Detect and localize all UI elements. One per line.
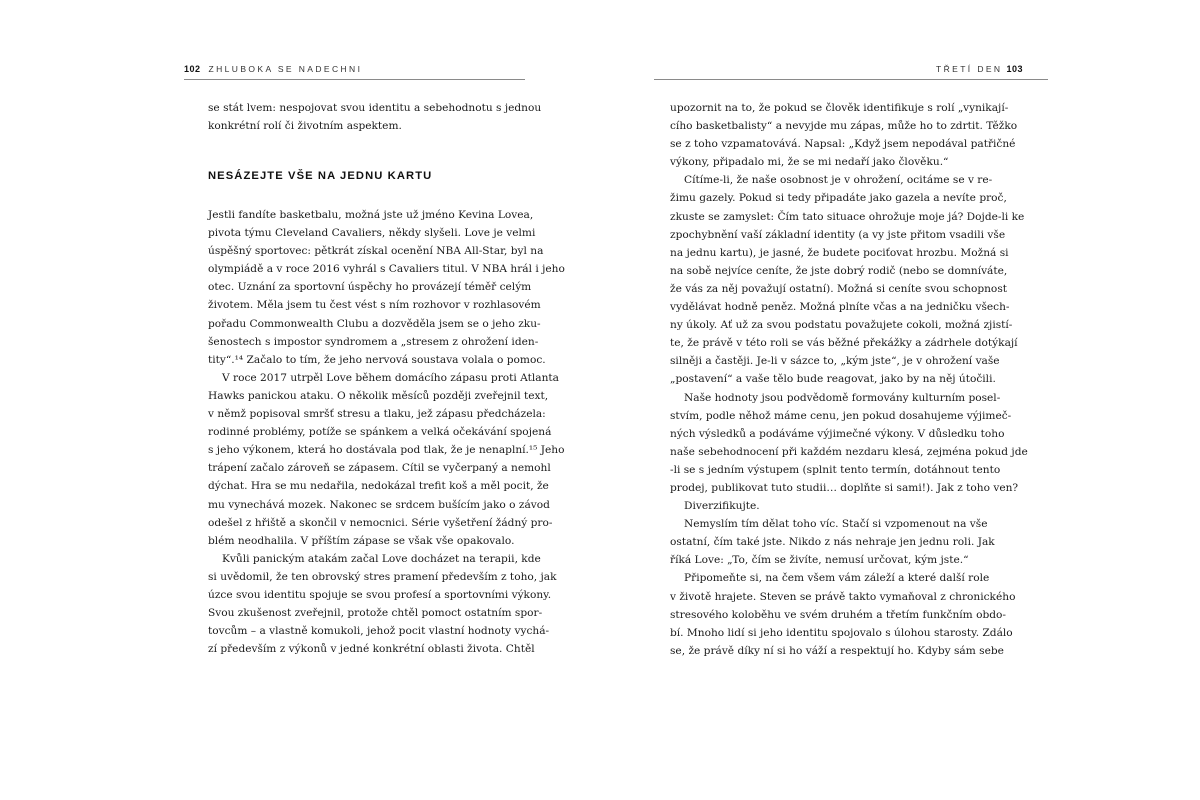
- right-header-rule: [654, 79, 1048, 80]
- text-line: si uvědomil, že ten obrovský stres pramení především z toho, jak: [208, 570, 557, 583]
- text-line: Svou zkušenost zveřejnil, protože chtěl pomoct ostatním spor-: [208, 607, 543, 620]
- text-line: silněji a častěji. Je-li v sázce to, „kým jste“, je v ohrožení vaše: [670, 355, 1000, 368]
- text-line: životem. Měla jsem tu čest vést s ním rozhovor v rozhlasovém: [208, 299, 541, 312]
- text-line: prodej, publikovat tuto studii… doplňte si sami!). Jak z toho ven?: [670, 481, 1019, 494]
- text-line: na jednu kartu), je jasné, že budete pociťovat hrozbu. Možná si: [670, 246, 1009, 259]
- section-heading: NESÁZEJTE VŠE NA JEDNU KARTU: [208, 170, 433, 182]
- text-line: na sobě nejvíce ceníte, že jste dobrý rodič (nebo se domníváte,: [670, 264, 1008, 277]
- text-line: tovcům – a vlastně komukoli, jehož pocit vlastní hodnoty vychá-: [208, 625, 550, 638]
- left-intro-paragraph: [208, 99, 542, 135]
- text-line: tity“.¹⁴ Začalo to tím, že jeho nervová soustava volala o pomoc.: [208, 353, 546, 366]
- text-line: Cítíme-li, že naše osobnost je v ohrožení, ocitáme se v re-: [684, 174, 993, 187]
- text-line: stvím, podle něhož máme cenu, jen pokud dosahujeme výjimeč-: [670, 409, 1012, 422]
- text-line: bí. Mnoho lidí si jeho identitu spojovalo s úlohou starosty. Zdálo: [670, 626, 1013, 639]
- text-line: ných výsledků a podáváme výjimečné výkony. V důsledku toho: [670, 427, 1005, 440]
- right-body-text: [670, 99, 1028, 660]
- text-line: Diverzifikujte.: [684, 500, 760, 513]
- right-page-number: 103: [1006, 64, 1023, 74]
- text-line: vydělávat hodně peněz. Možná plníte včas a na jedničku všech-: [670, 301, 1010, 314]
- text-line: te, že právě v této roli se vás běžné překážky a zádrhele dotýkají: [670, 337, 1018, 350]
- text-line: Připomeňte si, na čem všem vám záleží a které další role: [684, 572, 990, 585]
- text-line: že vás za něj považují ostatní). Možná si ceníte svou schopnost: [670, 282, 1008, 295]
- text-line: v životě hrajete. Steven se právě takto vymaňoval z chronického: [670, 590, 1016, 603]
- right-running-header: [936, 64, 1023, 74]
- right-running-head-title: TŘETÍ DEN: [936, 64, 1003, 74]
- text-line: Jestli fandíte basketbalu, možná jste už jméno Kevina Lovea,: [208, 209, 534, 221]
- text-line: říká Love: „To, čím se živíte, nemusí určovat, kým jste.“: [670, 554, 969, 567]
- text-line: V roce 2017 utrpěl Love během domácího zápasu proti Atlanta: [222, 371, 559, 384]
- text-line: konkrétní rolí či životním aspektem.: [208, 120, 402, 133]
- left-running-head-title: ZHLUBOKA SE NADECHNI: [208, 64, 363, 74]
- text-line: v němž popisoval smršť stresu a tlaku, jež zápasu předcházela:: [208, 408, 546, 421]
- text-line: Naše hodnoty jsou podvědomě formovány kulturním posel-: [684, 391, 1001, 404]
- text-line: úspěšný sportovec: pětkrát získal ocenění NBA All-Star, byl na: [208, 245, 544, 258]
- text-line: stresového koloběhu ve svém druhém a třetím funkčním obdo-: [670, 608, 1006, 621]
- text-line: se stát lvem: nespojovat svou identitu a sebehodnotu s jednou: [208, 102, 542, 114]
- text-line: se z toho vzpamatovává. Napsal: „Když jsem nepodával patřičné: [670, 138, 1016, 151]
- text-line: otec. Uznání za sportovní úspěchy ho provázejí téměř celým: [208, 281, 532, 294]
- text-line: olympiádě a v roce 2016 vyhrál s Cavaliers titul. V NBA hrál i jeho: [208, 263, 565, 276]
- right-page: [600, 0, 1200, 800]
- text-line: s jeho výkonem, která ho dostávala pod tlak, že je nenaplní.¹⁵ Jeho: [208, 444, 565, 457]
- text-line: žimu gazely. Pokud si tedy připadáte jako gazela a nevíte proč,: [670, 192, 1007, 205]
- text-line: upozornit na to, že pokud se člověk identifikuje s rolí „vynikají-: [670, 102, 1009, 114]
- text-line: zí především z výkonů v jedné konkrétní oblasti života. Chtěl: [208, 643, 535, 656]
- text-line: výkony, připadalo mi, že se mi nedaří jako člověku.“: [670, 156, 949, 169]
- text-line: cího basketbalisty“ a nevyjde mu zápas, může ho to zdrtit. Těžko: [670, 120, 1018, 133]
- text-line: ostatní, čím také jste. Nikdo z nás nehraje jen jednu roli. Jak: [670, 536, 995, 549]
- text-line: odešel z hřiště a skončil v nemocnici. Série vyšetření žádný pro-: [208, 516, 553, 529]
- text-line: pivota týmu Cleveland Cavaliers, někdy slyšeli. Love je velmi: [208, 227, 536, 240]
- text-line: trápení začalo zároveň se zápasem. Cítil se vyčerpaný a nemohl: [208, 462, 551, 475]
- left-page-number: 102: [184, 64, 201, 74]
- text-line: Nemyslím tím dělat toho víc. Stačí si vzpomenout na vše: [684, 518, 988, 531]
- text-line: ny úkoly. Ať už za svou podstatu považujete cokoli, možná zjistí-: [670, 319, 1013, 332]
- left-header-rule: [184, 79, 525, 80]
- left-running-header: [184, 64, 362, 74]
- text-line: se, že právě díky ní si ho váží a respektují ho. Kdyby sám sebe: [670, 644, 1004, 657]
- text-line: zkuste se zamyslet: Čím tato situace ohrožuje moje já? Dojde-li ke: [670, 210, 1025, 223]
- text-line: zpochybnění vaší základní identity (a vy jste přitom vsadili vše: [670, 228, 1006, 241]
- text-line: naše sebehodnocení při každém nezdaru klesá, zejména pokud jde: [670, 445, 1028, 458]
- text-line: pořadu Commonwealth Clubu a dozvěděla jsem se o jeho zku-: [208, 317, 541, 330]
- text-line: Hawks panickou ataku. O několik měsíců později zveřejnil text,: [208, 389, 549, 402]
- text-line: šenostech s impostor syndromem a „stresem z ohrožení iden-: [208, 335, 539, 348]
- text-line: blém neodhalila. V příštím zápase se však vše opakovalo.: [208, 534, 515, 547]
- left-body-text: [208, 206, 565, 658]
- text-line: úzce svou identitu spojuje se svou profesí a sportovními výkony.: [208, 588, 552, 601]
- text-line: rodinné problémy, potíže se spánkem a velká očekávání spojená: [208, 426, 552, 439]
- text-line: -li se s jedním výstupem (splnit tento termín, dotáhnout tento: [670, 463, 1001, 476]
- text-line: mu vynechává mozek. Nakonec se srdcem bušícím jako o závod: [208, 498, 550, 511]
- text-line: dýchat. Hra se mu nedařila, nedokázal trefit koš a měl pocit, že: [208, 480, 549, 493]
- text-line: Kvůli panickým atakám začal Love docházet na terapii, kde: [222, 552, 541, 565]
- text-line: „postavení“ a vaše tělo bude reagovat, jako by na něj útočili.: [670, 373, 996, 386]
